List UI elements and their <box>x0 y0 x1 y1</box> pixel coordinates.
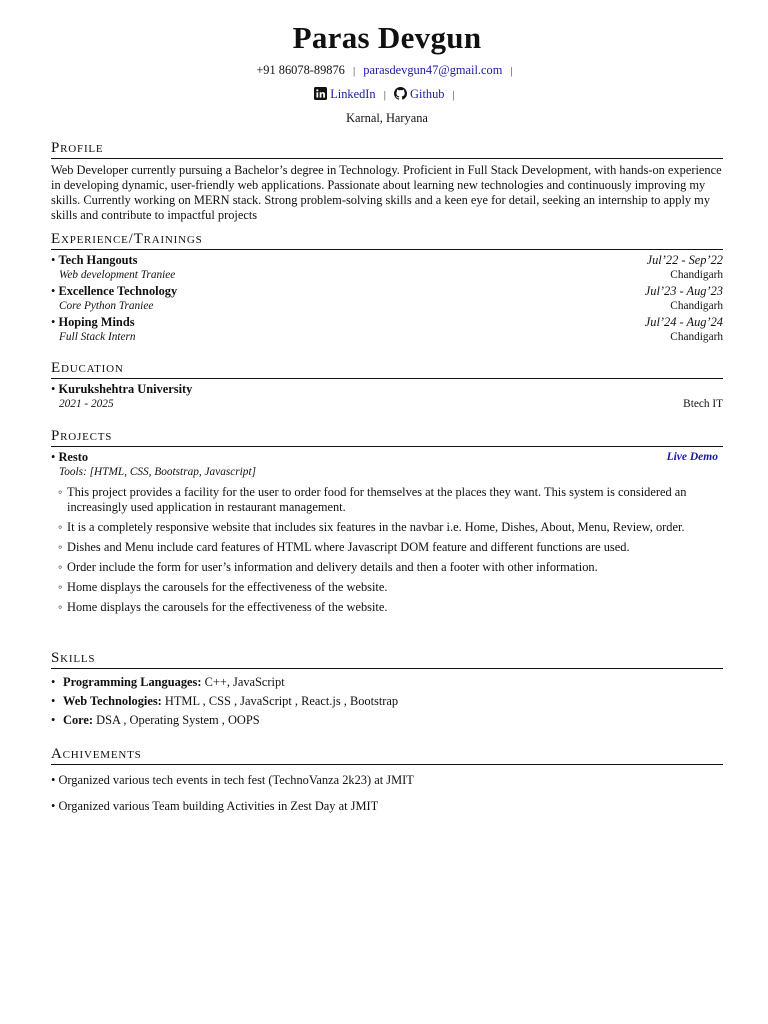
list-item: ◦ Home displays the carousels for the effectiveness of the website. <box>51 580 723 595</box>
separator: | <box>352 65 356 77</box>
experience-role: Core Python Traniee <box>59 300 154 312</box>
linkedin-icon <box>314 87 327 100</box>
experience-section <box>51 231 723 344</box>
separator: | <box>383 89 386 101</box>
section-title-experience: Experience/Trainings <box>51 231 723 250</box>
github-icon <box>394 87 407 100</box>
section-title-education: Education <box>51 360 723 379</box>
project-item <box>51 450 723 615</box>
achievement-item: • Organized various Team building Activities in Zest Day at JMIT <box>51 799 723 814</box>
experience-location: Chandigarh <box>670 300 723 312</box>
separator: | <box>510 65 513 77</box>
skill-value: HTML , CSS , JavaScript , React.js , Bootstrap <box>164 694 399 708</box>
experience-dates: Jul’22 - Sep’22 <box>646 253 723 267</box>
skill-label: Core: <box>63 713 94 727</box>
experience-role: Web development Traniee <box>59 269 176 281</box>
education-item <box>51 382 723 411</box>
skills-section <box>51 650 723 732</box>
list-item: ◦ Order include the form for user’s information and delivery details and then a footer with other information. <box>51 560 723 575</box>
experience-location: Chandigarh <box>670 331 723 343</box>
live-demo-link[interactable]: Live Demo <box>666 451 718 463</box>
education-school: • Kurukshehtra University <box>51 382 192 397</box>
experience-location: Chandigarh <box>670 269 723 281</box>
education-section <box>51 360 723 411</box>
phone-number: +91 86078-89876 <box>256 63 345 77</box>
github-label: Github <box>410 87 445 101</box>
skill-value: DSA , Operating System , OOPS <box>96 713 260 727</box>
skill-label: Web Technologies: <box>63 694 162 708</box>
contact-line-1 <box>51 62 723 79</box>
project-tools: Tools: [HTML, CSS, Bootstrap, Javascript] <box>59 466 256 478</box>
profile-text: Web Developer currently pursuing a Bachelor’s degree in Technology. Proficient in Full Stack Development, with hands-on experience in developing dynamic, user-friendly web applications. Passionate about learning new technologies and continuously improving my skills. Currently working on MERN stack. Strong problem-solving skills and a keen eye for detail, seeking an internship to apply my skills and contribute to impactful projects <box>51 163 722 222</box>
resume-page <box>51 0 723 813</box>
linkedin-link[interactable] <box>314 87 379 101</box>
list-item: ◦ This project provides a facility for the user to order food for themselves at the places they want. This system is considered an increasingly used application in restaurant management. <box>51 485 723 515</box>
experience-company: • Hoping Minds <box>51 315 135 330</box>
contact-line-2 <box>51 86 723 103</box>
experience-company: • Excellence Technology <box>51 284 177 299</box>
experience-item <box>51 284 723 313</box>
skill-item <box>51 675 723 690</box>
education-years: 2021 - 2025 <box>59 398 114 410</box>
list-item: ◦ Dishes and Menu include card features of HTML where Javascript DOM feature and different functions are used. <box>51 540 723 555</box>
email-link[interactable]: parasdevgun47@gmail.com <box>363 63 503 77</box>
section-title-projects: Projects <box>51 428 723 447</box>
skill-item <box>51 694 723 709</box>
achievements-section <box>51 746 723 825</box>
achievement-item: • Organized various tech events in tech fest (TechnoVanza 2k23) at JMIT <box>51 773 723 788</box>
list-item: ◦ Home displays the carousels for the effectiveness of the website. <box>51 600 723 615</box>
experience-company: • Tech Hangouts <box>51 253 138 268</box>
experience-item <box>51 315 723 344</box>
experience-item <box>51 253 723 282</box>
linkedin-label: LinkedIn <box>330 87 376 101</box>
experience-role: Full Stack Intern <box>59 331 136 343</box>
education-degree: Btech IT <box>683 398 723 410</box>
skill-value: C++, JavaScript <box>204 675 285 689</box>
github-link[interactable] <box>394 87 448 101</box>
skill-item <box>51 713 723 728</box>
separator: | <box>452 89 455 101</box>
candidate-name: Paras Devgun <box>292 20 482 55</box>
location: Karnal, Haryana <box>346 111 428 125</box>
section-title-achievements: Achivements <box>51 746 723 765</box>
section-title-profile: Profile <box>51 140 723 159</box>
section-title-skills: Skills <box>51 650 723 669</box>
list-item: ◦ It is a completely responsive website that includes six features in the navbar i.e. Home, Dishes, About, Menu, Review, order. <box>51 520 723 535</box>
experience-dates: Jul’24 - Aug’24 <box>644 315 723 329</box>
projects-section <box>51 428 723 620</box>
experience-dates: Jul’23 - Aug’23 <box>644 284 723 298</box>
project-points <box>51 485 723 615</box>
profile-section <box>51 140 723 223</box>
project-name: • Resto <box>51 450 88 465</box>
skill-label: Programming Languages: <box>63 675 202 689</box>
